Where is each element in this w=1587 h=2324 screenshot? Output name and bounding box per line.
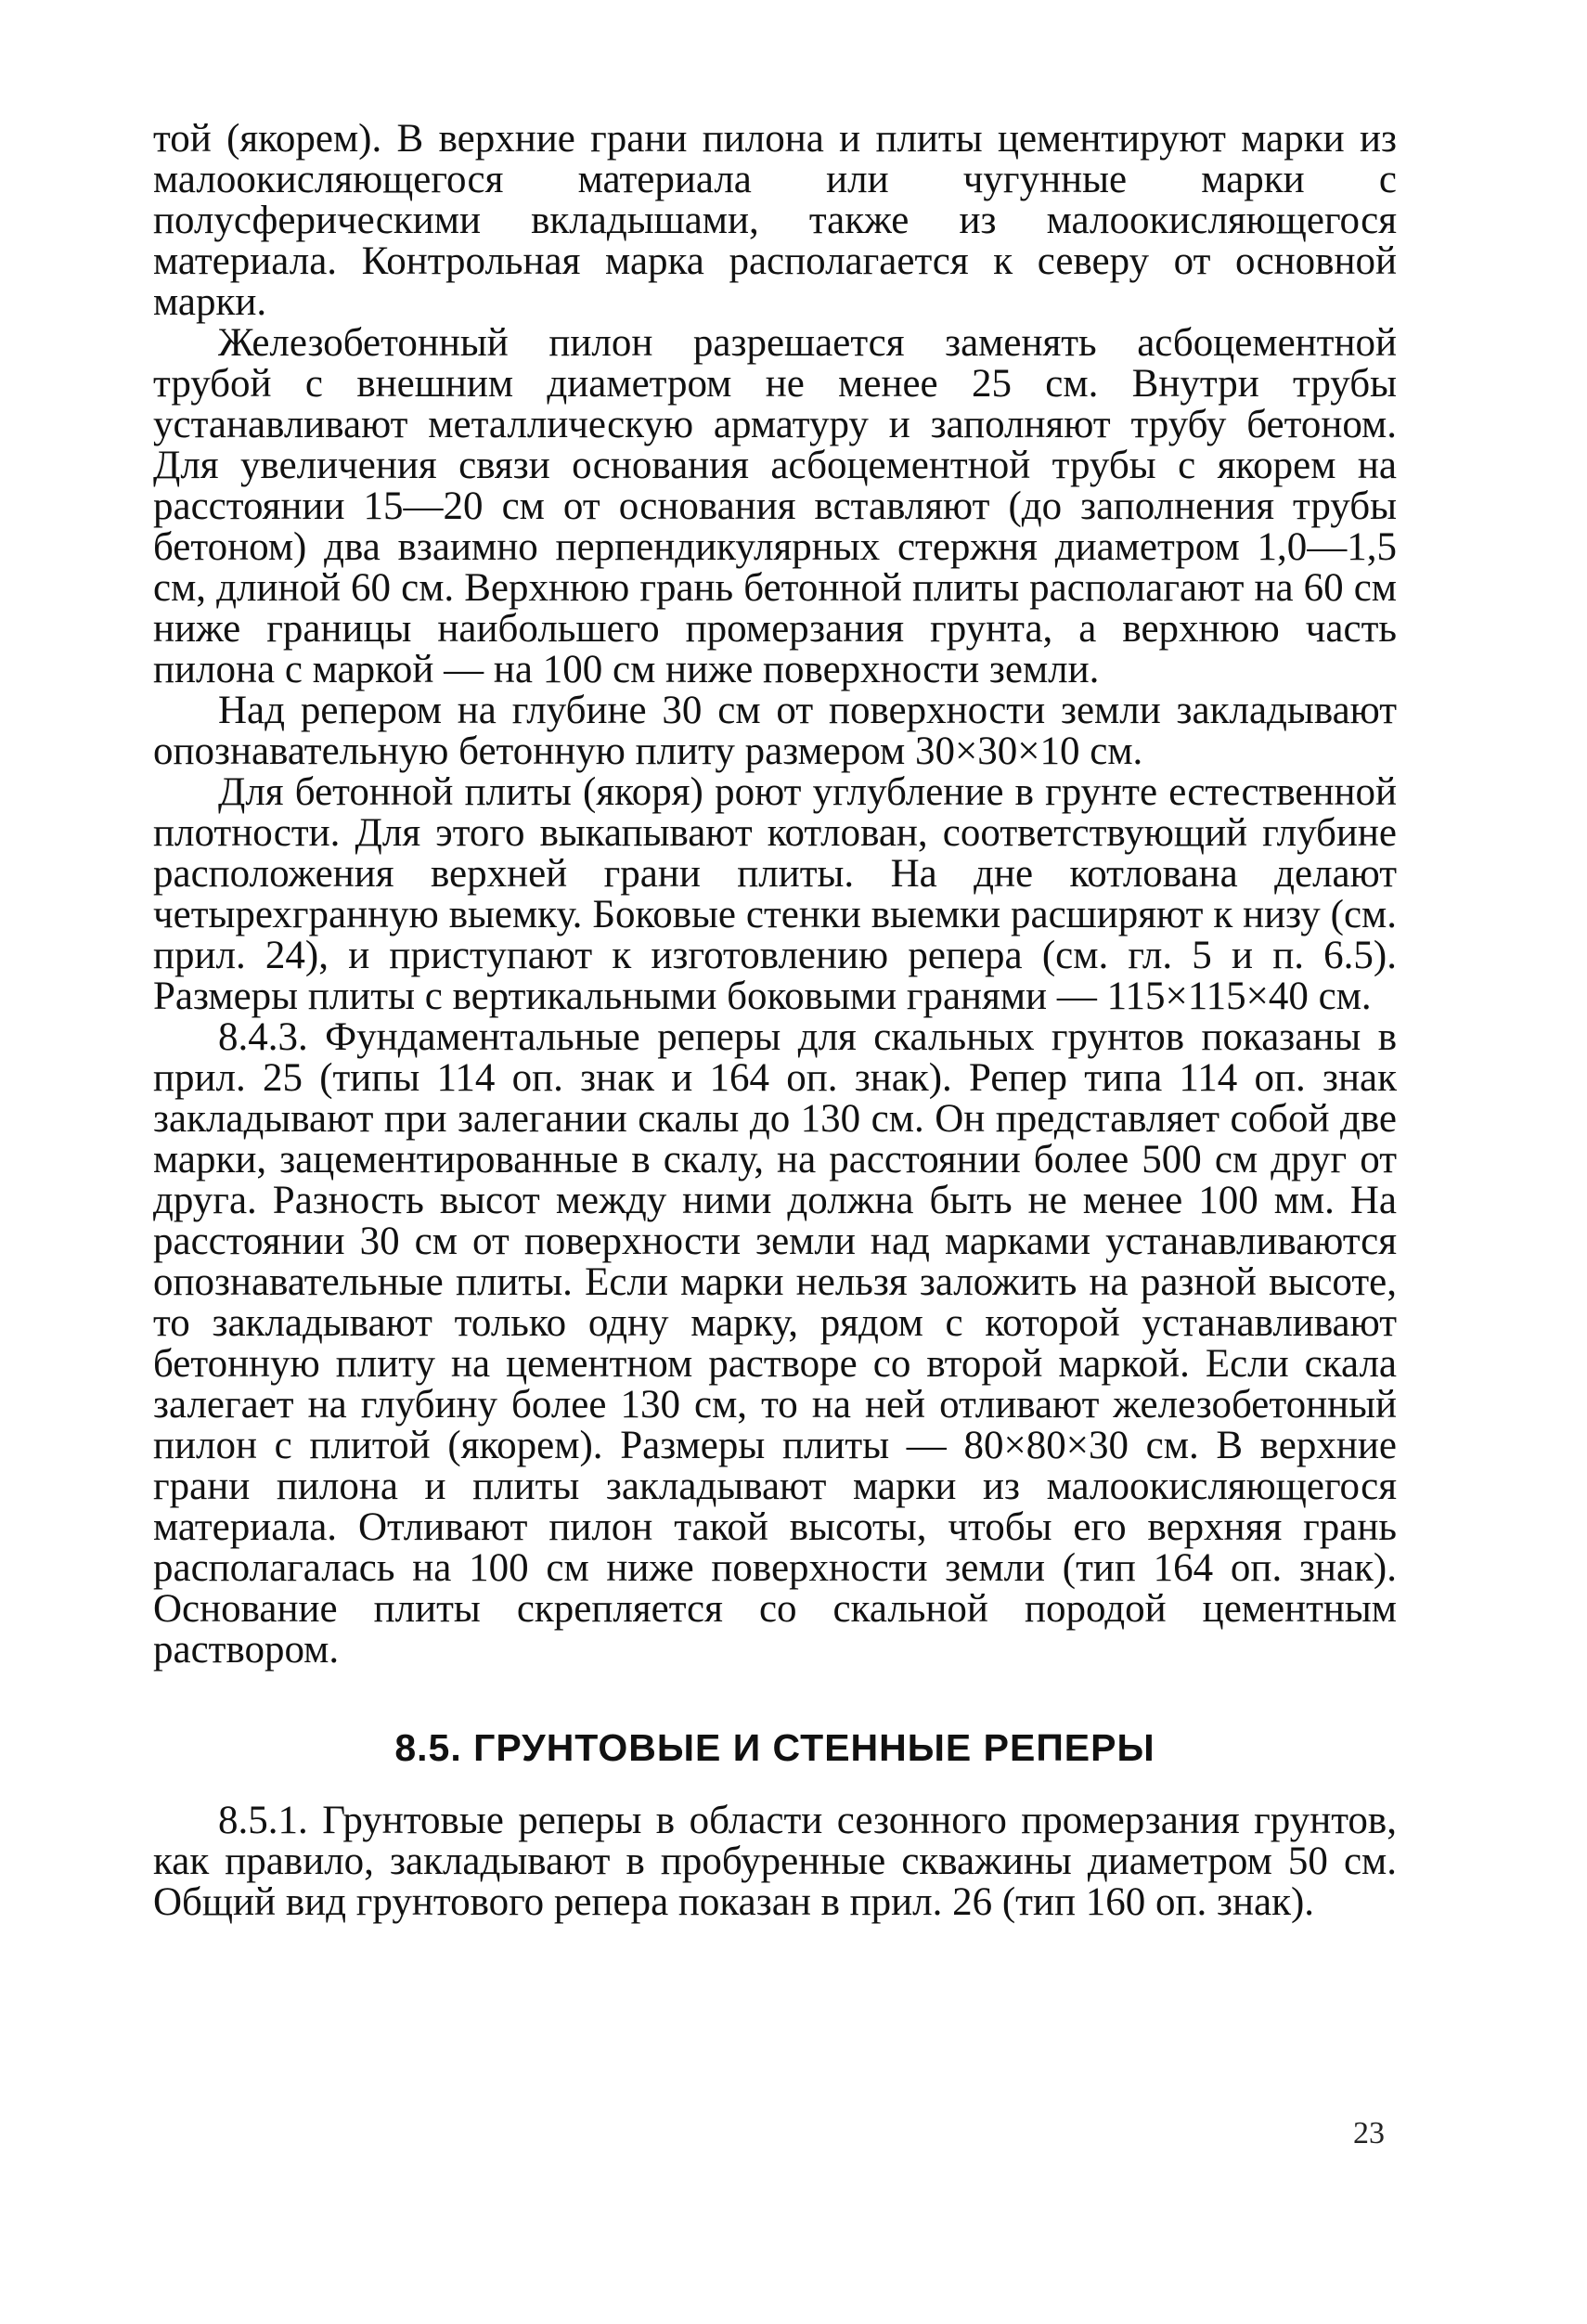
- paragraph-8-5-1: 8.5.1. Грунтовые реперы в области сезонного промерзания грунтов, как правило, закладывают в пробуренные скважины диаметром 50 см. Общий вид грунтового репера показан в прил. 26 (тип 160 оп. знак).: [153, 1799, 1397, 1924]
- section-heading: 8.5. ГРУНТОВЫЕ И СТЕННЫЕ РЕПЕРЫ: [394, 1726, 1155, 1769]
- paragraph-anchor-pit: Для бетонной плиты (якоря) роют углубление в грунте естественной плотности. Для этого выкапывают котлован, соответствующий глубине расположения верхней грани плиты. На дне котлована делают четырехгранную выемку. Боковые стенки выемки расширяют к низу (см. прил. 24), и приступают к изготовлению репера (см. гл. 5 и п. 6.5). Размеры плиты с вертикальными боковыми гранями — 115×115×40 см.: [153, 770, 1397, 1018]
- paragraph-asbestos-pipe: Железобетонный пилон разрешается заменять асбоцементной трубой с внешним диаметром не менее 25 см. Внутри трубы устанавливают металлическую арматуру и заполняют трубу бетоном. Для увеличения связи основания асбоцементной трубы с якорем на расстоянии 15—20 см от основания вставляют (до заполнения трубы бетоном) два взаимно перпендикулярных стержня диаметром 1,0—1,5 см, длиной 60 см. Верхнюю грань бетонной плиты располагают на 60 см ниже границы наибольшего промерзания грунта, а верхнюю часть пилона с маркой — на 100 см ниже поверхности земли.: [153, 321, 1397, 691]
- paragraph-continuation: той (якорем). В верхние грани пилона и плиты цементируют марки из малоокисляющегося материала или чугунные марки с полусферическими вкладышами, также из малоокисляющегося материала. Контрольная марка располагается к северу от основной марки.: [153, 117, 1397, 324]
- page-body: [153, 119, 1397, 1923]
- page-number: 23: [1353, 2116, 1385, 2150]
- paragraph-8-4-3: 8.4.3. Фундаментальные реперы для скальных грунтов показаны в прил. 25 (типы 114 оп. знак и 164 оп. знак). Репер типа 114 оп. знак закладывают при залегании скалы до 130 см. Он представляет собой две марки, зацементированные в скалу, на расстоянии более 500 см друг от друга. Разность высот между ними должна быть не менее 100 мм. На расстоянии 30 см от поверхности земли над марками устанавливаются опознавательные плиты. Если марки нельзя заложить на разной высоте, то закладывают только одну марку, рядом с которой устанавливают бетонную плиту на цементном растворе со второй маркой. Если скала залегает на глубину более 130 см, то на ней отливают железобетонный пилон с плитой (якорем). Размеры плиты — 80×80×30 см. В верхние грани пилона и плиты закладывают марки из малоокисляющегося материала. Отливают пилон такой высоты, чтобы его верхняя грань располагалась на 100 см ниже поверхности земли (тип 164 оп. знак). Основание плиты скрепляется со скальной породой цементным раствором.: [153, 1015, 1397, 1672]
- paragraph-identification-plate: Над репером на глубине 30 см от поверхности земли закладывают опознавательную бетонную плиту размером 30×30×10 см.: [153, 689, 1397, 773]
